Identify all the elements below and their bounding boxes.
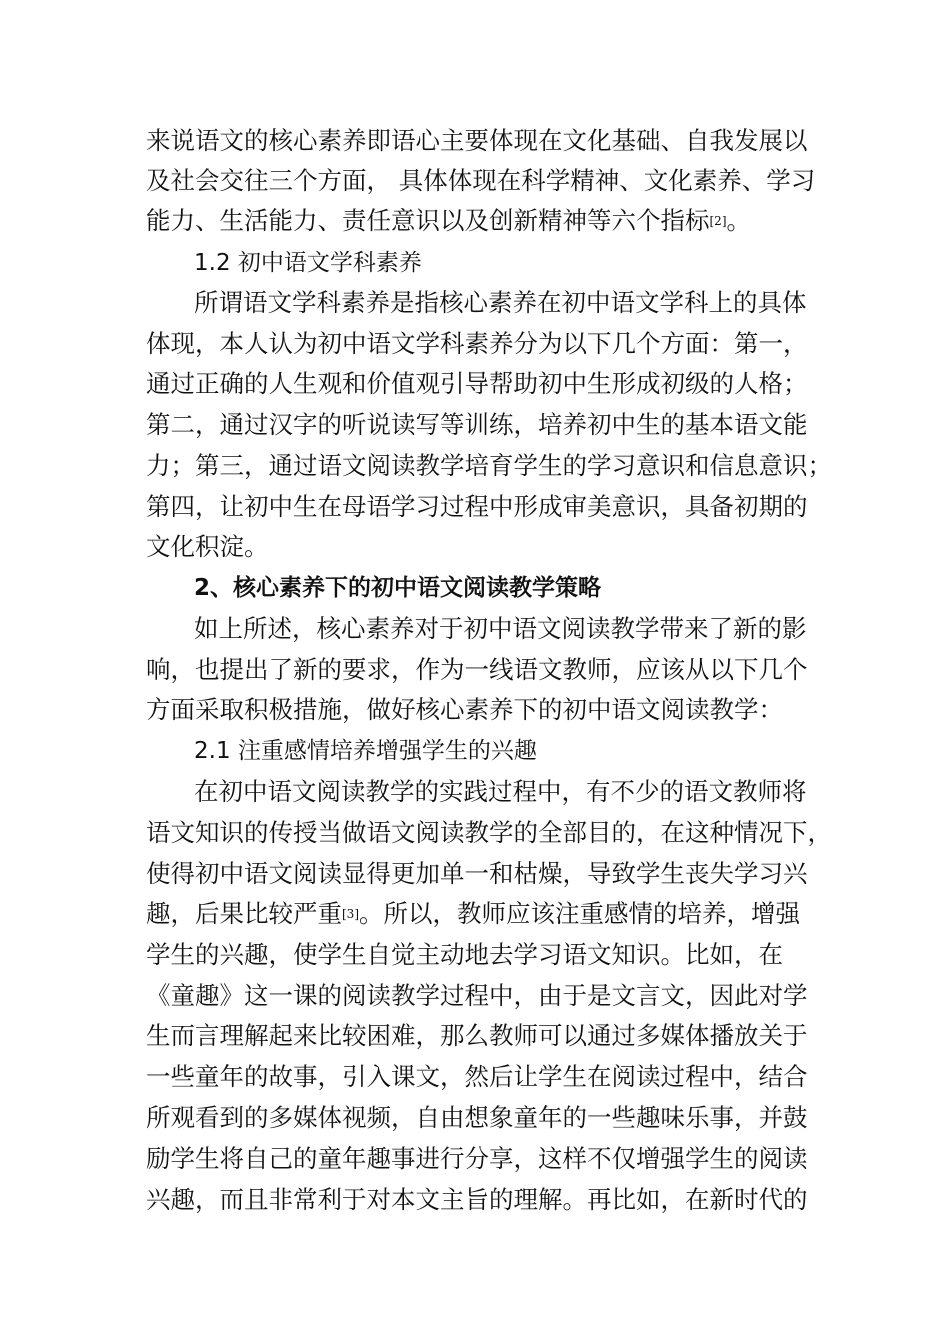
line-text: 趣，后果比较严重 (146, 899, 342, 928)
paragraph-line: 语文知识的传授当做语文阅读教学的全部目的，在这种情况下， (146, 818, 832, 847)
section-heading-2: 2、核心素养下的初中语文阅读教学策略 (194, 575, 602, 601)
section-heading-2-1: 2.1 注重感情培养增强学生的兴趣 (194, 738, 537, 764)
paragraph-line: 生而言理解起来比较困难，那么教师可以通过多媒体播放关于 (146, 1021, 808, 1050)
paragraph-line: 及社会交往三个方面， 具体体现在科学精神、文化素养、学习 (146, 166, 816, 195)
line-text: 能力、生活能力、责任意识以及创新精神等六个指标 (146, 206, 710, 235)
paragraph-line: 所观看到的多媒体视频，自由想象童年的一些趣味乐事，并鼓 (146, 1103, 808, 1132)
section-heading-1-2: 1.2 初中语文学科素养 (194, 250, 422, 276)
paragraph-line: 所谓语文学科素养是指核心素养在初中语文学科上的具体 (194, 288, 807, 317)
paragraph-line: 方面采取积极措施，做好核心素养下的初中语文阅读教学： (146, 695, 783, 724)
line-text: 。 (726, 206, 751, 235)
paragraph-line: 力；第三，通过语文阅读教学培育学生的学习意识和信息意识； (146, 451, 832, 480)
paragraph-line: 励学生将自己的童年趣事进行分享，这样不仅增强学生的阅读 (146, 1144, 808, 1173)
paragraph-line: 第四，让初中生在母语学习过程中形成审美意识，具备初期的 (146, 492, 808, 521)
citation-ref: [3] (342, 907, 359, 921)
paragraph-line: 在初中语文阅读教学的实践过程中，有不少的语文教师将 (194, 777, 807, 806)
paragraph-line: 响，也提出了新的要求，作为一线语文教师，应该从以下几个 (146, 655, 808, 684)
paragraph-line: 通过正确的人生观和价值观引导帮助初中生形成初级的人格； (146, 369, 808, 398)
paragraph-line: 如上所述，核心素养对于初中语文阅读教学带来了新的影 (194, 614, 807, 643)
paragraph-line: 学生的兴趣，使学生自觉主动地去学习语文知识。比如，在 (146, 940, 783, 969)
paragraph-line: 一些童年的故事，引入课文，然后让学生在阅读过程中，结合 (146, 1062, 808, 1091)
paragraph-line: 兴趣，而且非常利于对本文主旨的理解。再比如，在新时代的 (146, 1185, 808, 1214)
paragraph-line: 来说语文的核心素养即语心主要体现在文化基础、自我发展以 (146, 126, 808, 155)
citation-ref: [2] (709, 214, 727, 228)
paragraph-line: 《童趣》这一课的阅读教学过程中，由于是文言文，因此对学 (146, 981, 808, 1010)
paragraph-line: 体现，本人认为初中语文学科素养分为以下几个方面：第一， (146, 329, 808, 358)
paragraph-line: 第二，通过汉字的听说读写等训练，培养初中生的基本语文能 (146, 410, 808, 439)
paragraph-line: 使得初中语文阅读显得更加单一和枯燥，导致学生丧失学习兴 (146, 859, 808, 888)
paragraph-line (146, 201, 751, 241)
paragraph-line (146, 894, 800, 934)
line-text: 。所以，教师应该注重感情的培养，增强 (359, 899, 800, 928)
paragraph-line: 文化积淀。 (146, 532, 269, 561)
